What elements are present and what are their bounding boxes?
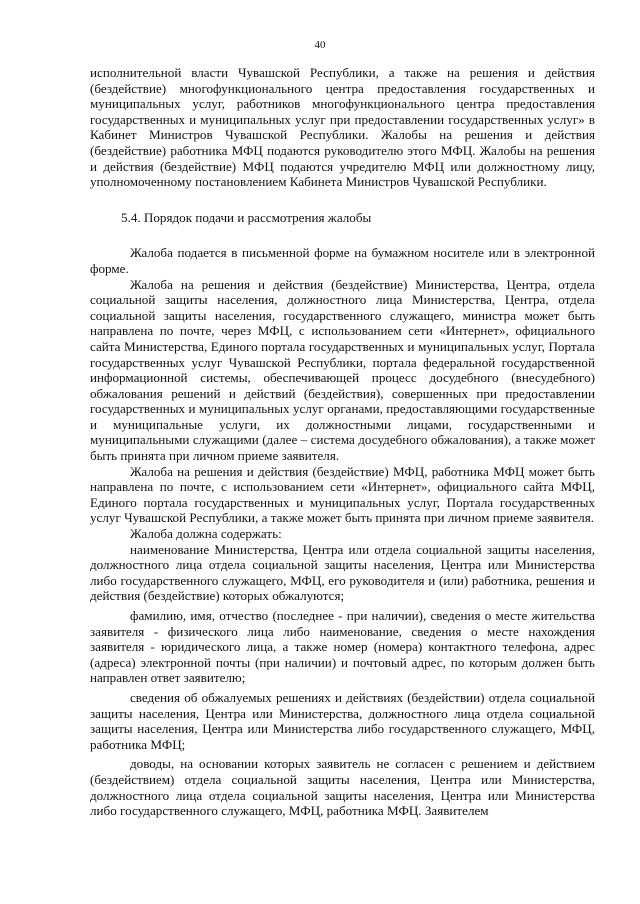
paragraph-complaint-form: Жалоба подается в письменной форме на бумажном носителе или в электронной форме. [90,245,595,276]
page-number: 40 [314,39,326,51]
section-heading: 5.4. Порядок подачи и рассмотрения жалобы [121,209,372,225]
paragraph-contents-applicant: фамилию, имя, отчество (последнее - при наличии), сведения о месте жительства заявителя - физического лица либо наименование, сведения о месте нахождения заявителя - юридического лица, а также номер (номера) контактного телефона, адрес (адреса) электронной почты (при наличии) и почтовый адрес, по которым должен быть направлен ответ заявителю; [90,608,595,686]
paragraph-contents-name: наименование Министерства, Центра или отдела социальной защиты населения, должностного лица отдела социальной защиты населения, Центра или Министерства либо государственного служащего, МФЦ, его руководителя и (или) работника, решения и действия (бездействие) которых обжалуются; [90,541,595,604]
document-body [90,65,595,819]
paragraph-contents-arguments: доводы, на основании которых заявитель не согласен с решением и действием (бездействием) отдела социальной защиты населения, Центра или Министерства, должностного лица отдела социальной защиты населения, Центра или Министерства либо государственного служащего, МФЦ, работника МФЦ. Заявителем [90,756,595,819]
paragraph-complaint-submission-intro: исполнительной власти Чувашской Республики, а также на решения и действия (бездействие) многофункционального центра предоставления государственных и муниципальных услуг, работников многофункционального центра предоставления государственных и муниципальных услуг при предоставлении государственных услуг» в Кабинет Министров Чувашской Республики. Жалобы на решения и действия (бездействие) работника МФЦ подаются руководителю этого МФЦ. Жалобы на решения и действия (бездействие) МФЦ подаются учредителю МФЦ или должностному лицу, уполномоченному постановлением Кабинета Министров Чувашской Республики. [90,65,595,190]
paragraph-complaint-ministry: Жалоба на решения и действия (бездействие) Министерства, Центра, отдела социальной защиты населения, должностного лица Министерства, Центра, отдела социальной защиты населения, государственного служащего, министра может быть направлена по почте, через МФЦ, с использованием сети «Интернет», официального сайта Министерства, Единого портала государственных и муниципальных услуг, Портала государственных услуг Чувашской Республики, портала федеральной государственной информационной системы, обеспечивающей процесс досудебного (внесудебного) обжалования решений и действий (бездействия), совершенных при предоставлении государственных и муниципальных услуг органами, предоставляющими государственные и муниципальные услуги, их должностными лицами, государственными и муниципальными служащими (далее – система досудебного обжалования), а также может быть принята при личном приеме заявителя. [90,276,595,464]
paragraph-contents-decisions: сведения об обжалуемых решениях и действиях (бездействии) отдела социальной защиты населения, Центра или Министерства, должностного лица отдела социальной защиты населения, Центра или Министерства либо государственного служащего, МФЦ, работника МФЦ; [90,689,595,752]
paragraph-complaint-mfc: Жалоба на решения и действия (бездействие) МФЦ, работника МФЦ может быть направлена по почте, с использованием сети «Интернет», официального сайта МФЦ, Единого портала государственных и муниципальных услуг, Портала государственных услуг Чувашской Республики, а также может быть принята при личном приеме заявителя. [90,463,595,526]
paragraph-complaint-contents-title: Жалоба должна содержать: [130,526,282,542]
